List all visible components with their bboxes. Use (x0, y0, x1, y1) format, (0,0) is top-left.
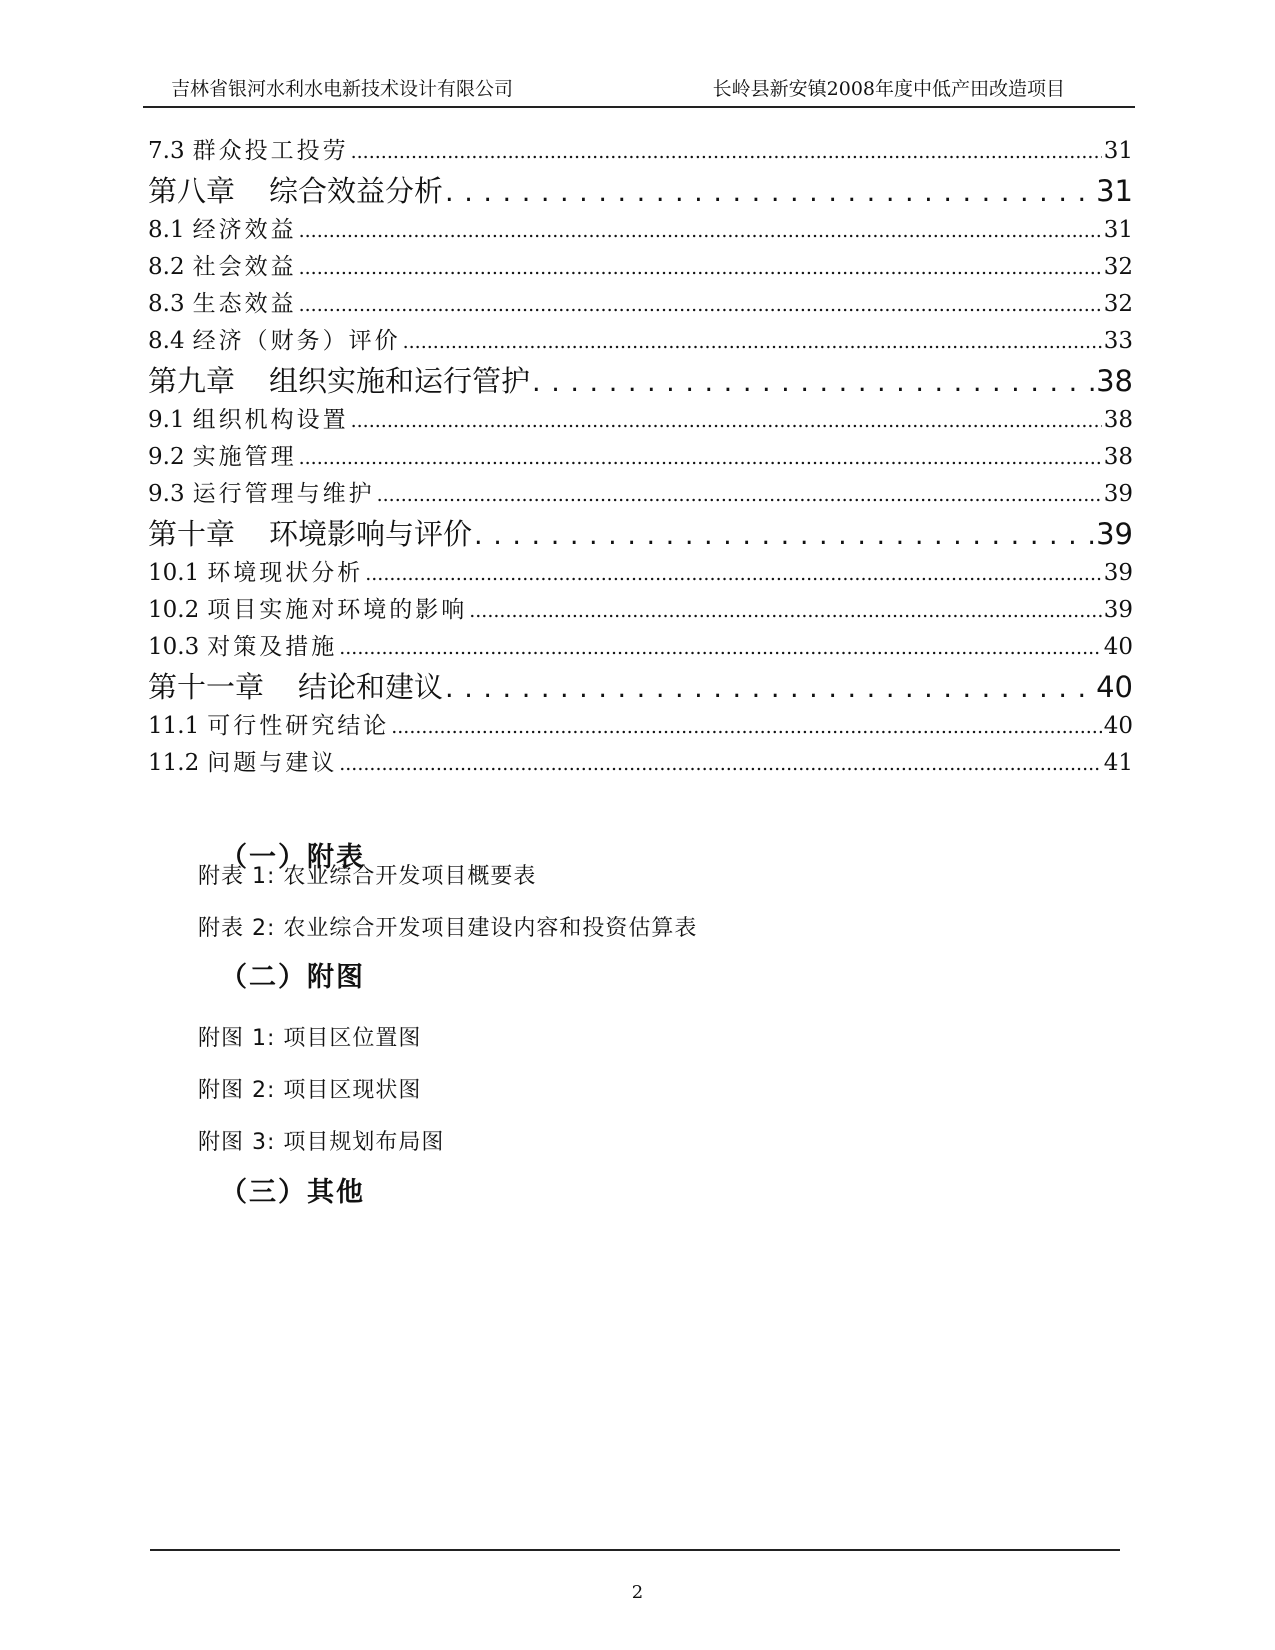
toc-entry-title: 经济效益 (192, 217, 297, 243)
appendix-table-item: 附表 2: 农业综合开发项目建设内容和投资估算表 (198, 916, 698, 941)
toc-entry-title: 综合效益分析 (269, 174, 444, 208)
appendix-figures-heading: （二）附图 (220, 962, 365, 993)
toc-entry-title: 群众投工投劳 (192, 138, 349, 164)
toc-section-entry[interactable] (148, 591, 1133, 628)
table-of-contents (148, 132, 1133, 781)
toc-entry-number: 第十一章 (148, 670, 265, 704)
toc-section-entry[interactable] (148, 132, 1133, 169)
toc-page-number: 32 (1103, 291, 1133, 317)
toc-entry-number: 11.1 (148, 713, 200, 739)
toc-entry-title: 生态效益 (192, 291, 297, 317)
appendix-figure-item: 附图 2: 项目区现状图 (198, 1078, 422, 1103)
toc-dot-leader (299, 444, 1102, 470)
toc-page-number: 41 (1103, 750, 1133, 776)
toc-entry-number: 9.3 (148, 481, 185, 507)
footer-divider (150, 1549, 1120, 1551)
toc-page-number: 32 (1103, 254, 1133, 280)
appendix-tables-heading: （一）附表 (220, 842, 365, 873)
toc-entry-number: 8.4 (148, 328, 185, 354)
toc-page-number: 31 (1103, 217, 1133, 243)
toc-entry-number: 8.2 (148, 254, 185, 280)
page-number: 2 (631, 1582, 644, 1603)
toc-page-number: 40 (1096, 670, 1133, 704)
toc-chapter-entry[interactable] (148, 169, 1133, 211)
toc-dot-leader (469, 597, 1102, 623)
toc-chapter-entry[interactable] (148, 665, 1133, 707)
toc-entry-number: 第十章 (148, 517, 236, 551)
toc-section-entry[interactable] (148, 322, 1133, 359)
appendix-figure-item: 附图 1: 项目区位置图 (198, 1026, 422, 1051)
toc-page-number: 39 (1096, 517, 1133, 551)
toc-section-entry[interactable] (148, 475, 1133, 512)
toc-dot-leader (299, 254, 1102, 280)
toc-entry-number: 9.2 (148, 444, 185, 470)
toc-entry-title: 社会效益 (192, 254, 297, 280)
toc-entry-title: 运行管理与维护 (192, 481, 375, 507)
toc-dot-leader (445, 174, 1094, 208)
toc-page-number: 33 (1103, 328, 1133, 354)
toc-section-entry[interactable] (148, 211, 1133, 248)
header-project: 长岭县新安镇2008年度中低产田改造项目 (712, 78, 1065, 100)
toc-entry-title: 可行性研究结论 (207, 713, 390, 739)
toc-dot-leader (365, 560, 1102, 586)
toc-page-number: 31 (1103, 138, 1133, 164)
toc-section-entry[interactable] (148, 248, 1133, 285)
toc-section-entry[interactable] (148, 628, 1133, 665)
toc-page-number: 31 (1096, 174, 1133, 208)
toc-page-number: 39 (1103, 560, 1133, 586)
toc-dot-leader (351, 407, 1102, 433)
toc-dot-leader (299, 217, 1102, 243)
toc-entry-title: 环境影响与评价 (269, 517, 473, 551)
toc-dot-leader (532, 364, 1094, 398)
toc-chapter-entry[interactable] (148, 512, 1133, 554)
toc-entry-number: 第九章 (148, 364, 236, 398)
toc-entry-number: 11.2 (148, 750, 200, 776)
toc-entry-title: 对策及措施 (207, 634, 338, 660)
toc-entry-title: 项目实施对环境的影响 (207, 597, 468, 623)
toc-section-entry[interactable] (148, 707, 1133, 744)
toc-dot-leader (403, 328, 1102, 354)
toc-page-number: 39 (1103, 481, 1133, 507)
appendix-other-heading: （三）其他 (220, 1177, 365, 1208)
toc-entry-number: 第八章 (148, 174, 236, 208)
toc-entry-title: 结论和建议 (298, 670, 444, 704)
toc-dot-leader (445, 670, 1094, 704)
toc-page-number: 40 (1103, 713, 1133, 739)
toc-entry-number: 10.3 (148, 634, 200, 660)
toc-dot-leader (474, 517, 1094, 551)
toc-page-number: 40 (1103, 634, 1133, 660)
page-header (143, 68, 1135, 108)
toc-dot-leader (391, 713, 1102, 739)
toc-section-entry[interactable] (148, 554, 1133, 591)
toc-entry-title: 实施管理 (192, 444, 297, 470)
toc-entry-title: 问题与建议 (207, 750, 338, 776)
toc-entry-number: 7.3 (148, 138, 185, 164)
toc-entry-title: 组织实施和运行管护 (269, 364, 531, 398)
toc-page-number: 38 (1103, 407, 1133, 433)
toc-section-entry[interactable] (148, 744, 1133, 781)
toc-entry-title: 环境现状分析 (207, 560, 364, 586)
toc-entry-number: 8.3 (148, 291, 185, 317)
toc-dot-leader (351, 138, 1102, 164)
toc-entry-number: 8.1 (148, 217, 185, 243)
toc-entry-title: 经济（财务）评价 (192, 328, 401, 354)
toc-entry-number: 10.2 (148, 597, 200, 623)
toc-dot-leader (339, 634, 1102, 660)
toc-section-entry[interactable] (148, 285, 1133, 322)
toc-page-number: 39 (1103, 597, 1133, 623)
toc-section-entry[interactable] (148, 438, 1133, 475)
toc-dot-leader (377, 481, 1102, 507)
header-company: 吉林省银河水利水电新技术设计有限公司 (171, 78, 514, 100)
toc-chapter-entry[interactable] (148, 359, 1133, 401)
toc-page-number: 38 (1096, 364, 1133, 398)
toc-page-number: 38 (1103, 444, 1133, 470)
appendix-figure-item: 附图 3: 项目规划布局图 (198, 1130, 445, 1155)
toc-entry-number: 9.1 (148, 407, 185, 433)
toc-section-entry[interactable] (148, 401, 1133, 438)
toc-entry-title: 组织机构设置 (192, 407, 349, 433)
toc-dot-leader (299, 291, 1102, 317)
toc-entry-number: 10.1 (148, 560, 200, 586)
appendix-table-item: 附表 1: 农业综合开发项目概要表 (198, 864, 537, 889)
toc-dot-leader (339, 750, 1102, 776)
